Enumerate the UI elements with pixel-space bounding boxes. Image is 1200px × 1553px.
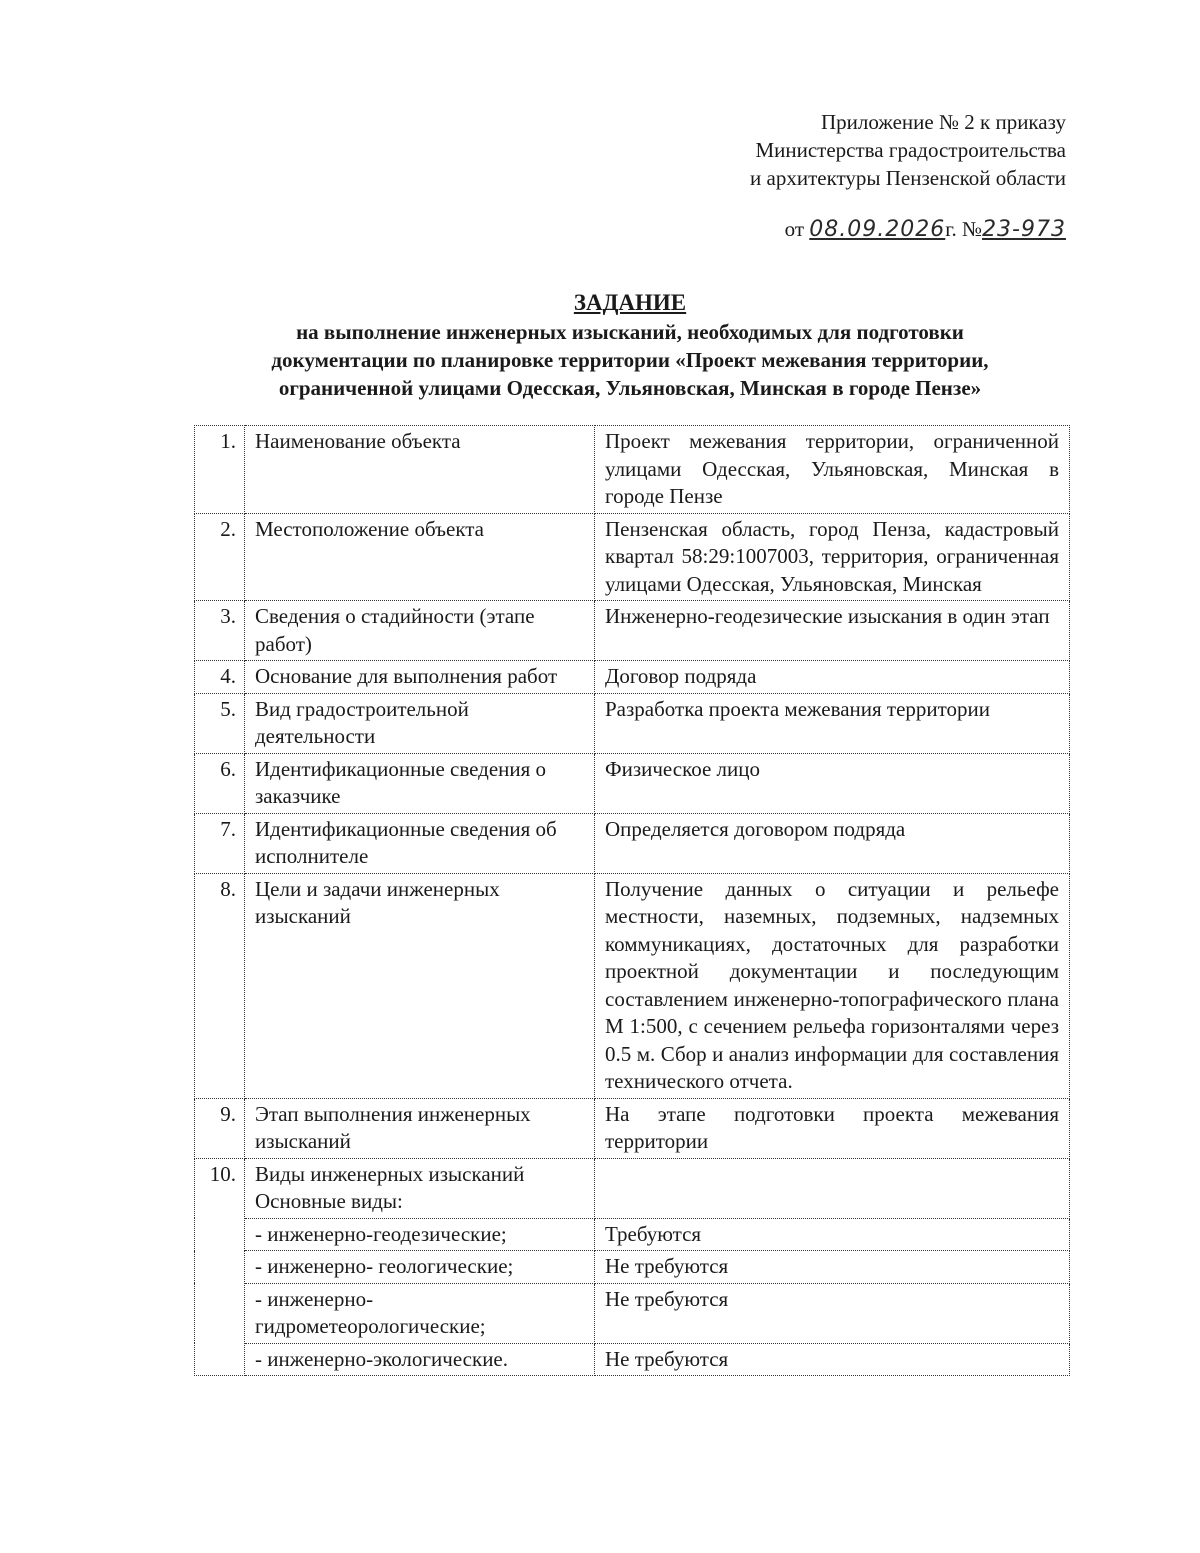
- table-row: [195, 1158, 1070, 1218]
- table-row: [195, 1098, 1070, 1158]
- table-row: [195, 661, 1070, 694]
- row-value: Определяется договором подряда: [595, 813, 1070, 873]
- table-row: [195, 513, 1070, 601]
- row-name: Идентификационные сведения о заказчике: [245, 753, 595, 813]
- row-number: 2.: [195, 513, 245, 601]
- row-value: Инженерно-геодезические изыскания в один этап: [595, 601, 1070, 661]
- subrow-value: Не требуются: [595, 1283, 1070, 1343]
- row-number: 8.: [195, 873, 245, 1098]
- row-name: Этап выполнения инженерных изысканий: [245, 1098, 595, 1158]
- order-date-number: [785, 214, 1066, 245]
- table-subrow: [195, 1283, 1070, 1343]
- appendix-line: Приложение № 2 к приказу: [821, 110, 1066, 134]
- row-number: 3.: [195, 601, 245, 661]
- appendix-line: и архитектуры Пензенской области: [750, 166, 1066, 190]
- row-value: На этапе подготовки проекта межевания территории: [595, 1098, 1070, 1158]
- row-name: Основание для выполнения работ: [245, 661, 595, 694]
- subrow-value: Требуются: [595, 1218, 1070, 1251]
- row-value: Физическое лицо: [595, 753, 1070, 813]
- row-number: 10.: [195, 1158, 245, 1376]
- row-number: 7.: [195, 813, 245, 873]
- row-number: 1.: [195, 426, 245, 514]
- table-row: [195, 813, 1070, 873]
- row-number: 4.: [195, 661, 245, 694]
- table-subrow: [195, 1218, 1070, 1251]
- document-title: [150, 288, 1110, 402]
- table-row: [195, 693, 1070, 753]
- row-value: Договор подряда: [595, 661, 1070, 694]
- table-row: [195, 753, 1070, 813]
- order-number-handwritten: 23-973: [982, 217, 1066, 242]
- row-name: Виды инженерных изысканий Основные виды:: [245, 1158, 595, 1218]
- order-year-suffix: г.: [945, 217, 957, 241]
- table-subrow: [195, 1251, 1070, 1284]
- order-number-label: №: [962, 217, 983, 241]
- row-value: Проект межевания территории, ограниченной улицами Одесская, Ульяновская, Минская в городе Пензе: [595, 426, 1070, 514]
- table-subrow: [195, 1343, 1070, 1376]
- title-main: ЗАДАНИЕ: [573, 290, 687, 315]
- row-value: Разработка проекта межевания территории: [595, 693, 1070, 753]
- row-name: Идентификационные сведения об исполнителе: [245, 813, 595, 873]
- row-name: Наименование объекта: [245, 426, 595, 514]
- subrow-name: - инженерно-экологические.: [245, 1343, 595, 1376]
- subrow-name: - инженерно-гидрометеорологические;: [245, 1283, 595, 1343]
- row-name: Сведения о стадийности (этапе работ): [245, 601, 595, 661]
- task-table: [194, 425, 1070, 1376]
- appendix-note: [750, 108, 1066, 192]
- subrow-name: - инженерно-геодезические;: [245, 1218, 595, 1251]
- table-row: [195, 426, 1070, 514]
- row-number: 5.: [195, 693, 245, 753]
- title-sub-line: ограниченной улицами Одесская, Ульяновская, Минская в городе Пензе»: [278, 376, 982, 400]
- row-name: Вид градостроительной деятельности: [245, 693, 595, 753]
- row-value: Пензенская область, город Пенза, кадастровый квартал 58:29:1007003, территория, ограниченная улицами Одесская, Ульяновская, Минская: [595, 513, 1070, 601]
- order-from-label: от: [784, 217, 805, 241]
- row-number: 6.: [195, 753, 245, 813]
- appendix-line: Министерства градостроительства: [755, 138, 1066, 162]
- subrow-name: - инженерно- геологические;: [245, 1251, 595, 1284]
- order-date-handwritten: 08.09.2026: [809, 217, 946, 242]
- subrow-value: Не требуются: [595, 1343, 1070, 1376]
- row-name: Цели и задачи инженерных изысканий: [245, 873, 595, 1098]
- row-value: Получение данных о ситуации и рельефе местности, наземных, подземных, надземных коммуникациях, достаточных для разработки проектной документации и последующим составлением инженерно-топографического плана М 1:500, с сечением рельефа горизонталями через 0.5 м. Сбор и анализ информации для составления технического отчета.: [595, 873, 1070, 1098]
- row-name: Местоположение объекта: [245, 513, 595, 601]
- table-row: [195, 873, 1070, 1098]
- row-value: [595, 1158, 1070, 1218]
- subrow-value: Не требуются: [595, 1251, 1070, 1284]
- title-sub-line: на выполнение инженерных изысканий, необходимых для подготовки: [296, 320, 964, 344]
- row-number: 9.: [195, 1098, 245, 1158]
- title-sub-line: документации по планировке территории «Проект межевания территории,: [271, 348, 989, 372]
- table-row: [195, 601, 1070, 661]
